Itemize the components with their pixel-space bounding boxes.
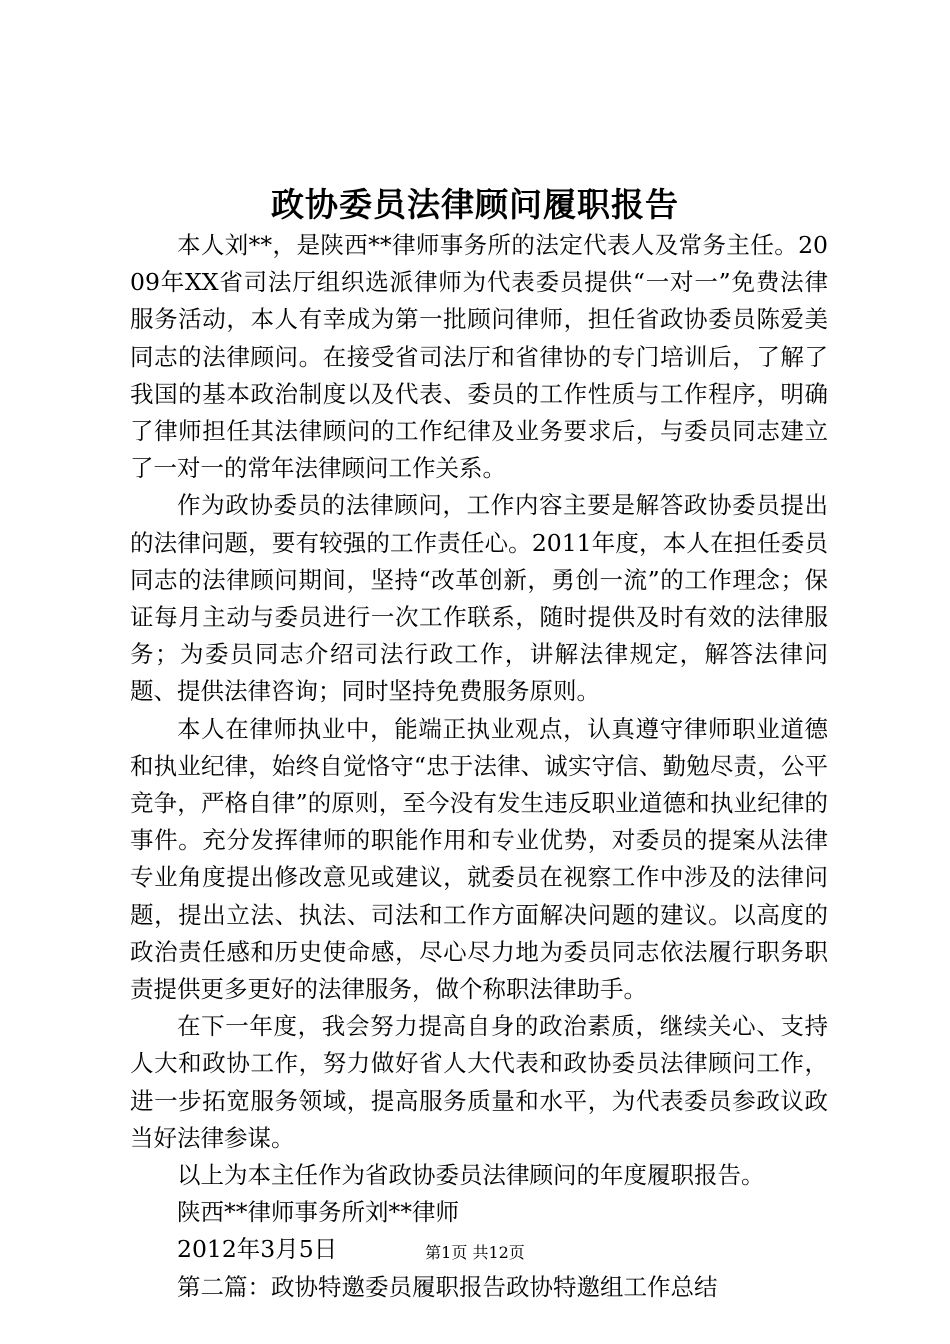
document-body <box>130 227 828 1306</box>
date-line: 2012年3月5日 <box>177 1235 338 1264</box>
body-paragraph-2: 作为政协委员的法律顾问，工作内容主要是解答政协委员提出的法律问题，要有较强的工作责任心。2011年度，本人在担任委员同志的法律顾问期间，坚持“改革创新，勇创一流”的工作理念；保证每月主动与委员进行一次工作联系，随时提供及时有效的法律服务；为委员同志介绍司法行政工作，讲解法律规定，解答法律问题、提供法律咨询；同时坚持免费服务原则。 <box>130 491 828 706</box>
closing-statement: 以上为本主任作为省政协委员法律顾问的年度履职报告。 <box>177 1161 765 1190</box>
document-title: 政协委员法律顾问履职报告 <box>271 185 679 224</box>
body-paragraph-3: 本人在律师执业中，能端正执业观点，认真遵守律师职业道德和执业纪律，始终自觉恪守“忠于法律、诚实守信、勤勉尽责，公平竞争，严格自律”的原则，至今没有发生违反职业道德和执业纪律的事件。充分发挥律师的职能作用和专业优势，对委员的提案从法律专业角度提出修改意见或建议，就委员在视察工作中涉及的法律问题，提出立法、执法、司法和工作方面解决问题的建议。以高度的政治责任感和历史使命感，尽心尽力地为委员同志依法履行职务职责提供更多更好的法律服务，做个称职法律助手。 <box>130 714 828 1004</box>
body-paragraph-1: 本人刘**，是陕西**律师事务所的法定代表人及常务主任。2009年XX省司法厅组织选派律师为代表委员提供“一对一”免费法律服务活动，本人有幸成为第一批顾问律师，担任省政协委员陈爱美同志的法律顾问。在接受省司法厅和省律协的专门培训后，了解了我国的基本政治制度以及代表、委员的工作性质与工作程序，明确了律师担任其法律顾问的工作纪律及业务要求后，与委员同志建立了一对一的常年法律顾问工作关系。 <box>130 231 828 483</box>
next-section-heading: 第二篇：政协特邀委员履职报告政协特邀组工作总结 <box>177 1272 718 1301</box>
signature-line: 陕西**律师事务所刘**律师 <box>177 1198 459 1227</box>
body-paragraph-4: 在下一年度，我会努力提高自身的政治素质，继续关心、支持人大和政协工作，努力做好省人大代表和政协委员法律顾问工作，进一步拓宽服务领域，提高服务质量和水平，为代表委员参政议政当好法律参谋。 <box>130 1012 828 1152</box>
page-number-footer: 第1页 共12页 <box>425 1243 525 1262</box>
